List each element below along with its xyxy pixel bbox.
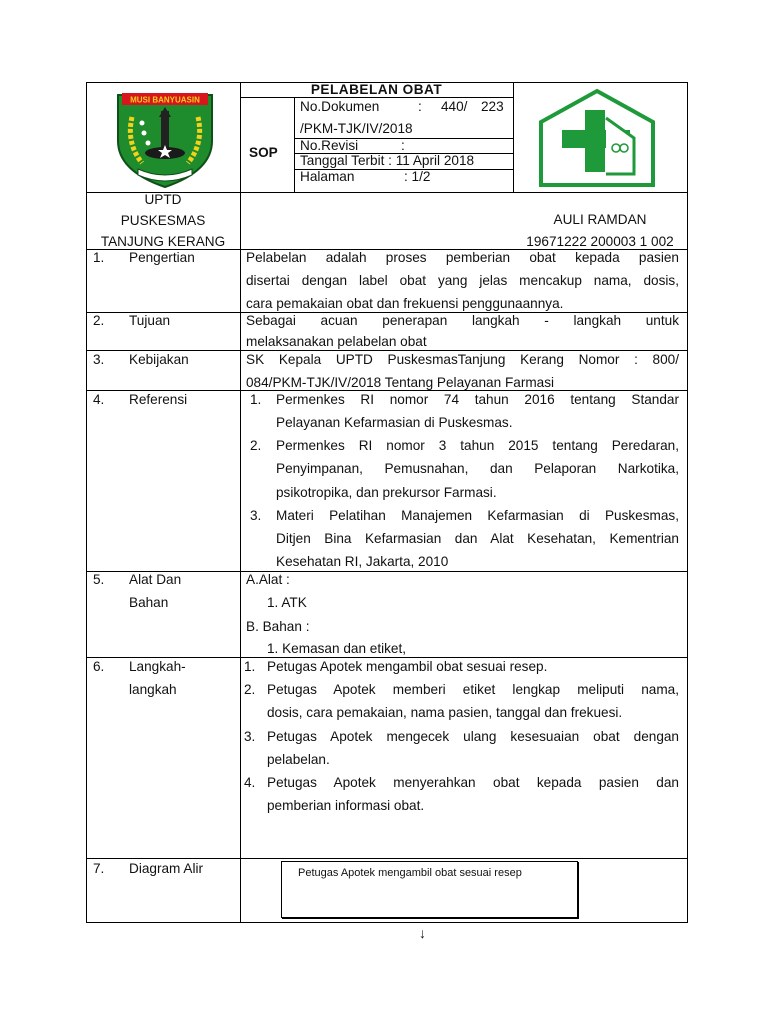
row-number: 5. xyxy=(93,572,105,587)
referensi-item-line: Permenkes RI nomor 3 tahun 2015 tentang Peredaran, xyxy=(276,438,679,453)
row-label-langkah: Langkah- xyxy=(129,659,186,674)
doc-no-line2: /PKM-TJK/IV/2018 xyxy=(300,121,413,136)
row-label-tujuan: Tujuan xyxy=(129,313,171,328)
doc-no-value-2: 223 xyxy=(481,99,504,114)
doc-no-label: No.Dokumen xyxy=(300,99,380,114)
org-line-3: TANJUNG KERANG xyxy=(100,234,226,249)
langkah-item-number: 1. xyxy=(244,659,256,674)
pengertian-line: disertai dengan label obat yang jelas mencakup nama, dosis, xyxy=(246,273,679,288)
doc-no-sep: : xyxy=(418,99,422,114)
langkah-item-line: Petugas Apotek mengecek ulang kesesuaian obat dengan xyxy=(267,729,679,744)
row-label-langkah-2: langkah xyxy=(129,682,177,697)
revision-sep: : xyxy=(401,138,405,153)
langkah-item-number: 3. xyxy=(244,729,256,744)
langkah-item-line: dosis, cara pemakaian, nama pasien, tanggal dan frekuesi. xyxy=(267,705,623,720)
referensi-item-line: Penyimpanan, Pemusnahan, dan Pelaporan Narkotika, xyxy=(276,461,679,476)
referensi-item-line: Ditjen Bina Kefarmasian dan Alat Kesehatan, Kementrian xyxy=(276,531,679,546)
referensi-item-line: Permenkes RI nomor 74 tahun 2016 tentang Standar xyxy=(276,392,679,407)
referensi-item-number: 2. xyxy=(250,438,262,453)
table-border-right xyxy=(687,82,688,923)
row-label-bahan: Bahan xyxy=(129,595,169,610)
page-title: PELABELAN OBAT xyxy=(310,82,443,97)
alat-header: A.Alat : xyxy=(246,572,290,587)
referensi-item-number: 3. xyxy=(250,508,262,523)
row-label-referensi: Referensi xyxy=(129,392,188,407)
langkah-item-line: pelabelan. xyxy=(267,752,330,767)
pengertian-line: cara pemakaian obat dan frekuensi penggunaannya. xyxy=(246,296,564,311)
col-divider-logo xyxy=(513,82,514,193)
pengertian-line: Pelabelan adalah proses pemberian obat kepada pasien xyxy=(246,250,679,265)
alat-item: 1. ATK xyxy=(267,595,307,610)
flowchart-step-box xyxy=(281,861,578,918)
rule-row7 xyxy=(86,858,688,859)
table-border-left xyxy=(86,82,87,923)
puskesmas-cross-house-icon xyxy=(536,88,658,190)
flowchart-arrow-icon: ↓ xyxy=(419,925,426,941)
kebijakan-line: 084/PKM-TJK/IV/2018 Tentang Pelayanan Farmasi xyxy=(246,375,555,390)
sop-label: SOP xyxy=(249,145,278,160)
col-divider-main xyxy=(240,82,241,923)
flowchart-step-text: Petugas Apotek mengambil obat sesuai resep xyxy=(298,867,522,879)
row-number: 3. xyxy=(93,352,105,367)
row-label-alat-dan: Alat Dan xyxy=(129,572,182,587)
langkah-item-line: Petugas Apotek memberi etiket lengkap meliputi nama, xyxy=(267,682,679,697)
table-border-bottom xyxy=(86,922,688,923)
issue-date: Tanggal Terbit : 11 April 2018 xyxy=(300,153,475,168)
signer-name: AULI RAMDAN xyxy=(553,212,647,227)
langkah-item-line: Petugas Apotek mengambil obat sesuai resep. xyxy=(267,659,548,674)
tujuan-line: melaksanakan pelabelan obat xyxy=(246,334,427,349)
kebijakan-line: SK Kepala UPTD PuskesmasTanjung Kerang Nomor : 800/ xyxy=(246,352,679,367)
page-label: Halaman xyxy=(300,169,355,184)
bahan-item: 1. Kemasan dan etiket, xyxy=(267,641,407,656)
rule-row6 xyxy=(86,657,688,658)
page-value: : 1/2 xyxy=(404,169,431,184)
row-label-diagram-alir: Diagram Alir xyxy=(129,861,204,876)
langkah-item-line: Petugas Apotek menyerahkan obat kepada pasien dan xyxy=(267,775,679,790)
musi-banyuasin-emblem-icon xyxy=(108,87,222,191)
col-divider-sop xyxy=(294,97,295,193)
referensi-item-number: 1. xyxy=(250,392,262,407)
revision-label: No.Revisi xyxy=(300,138,359,153)
referensi-item-line: Pelayanan Kefarmasian di Puskesmas. xyxy=(276,415,513,430)
referensi-item-line: Kesehatan RI, Jakarta, 2010 xyxy=(276,554,449,569)
bahan-header: B. Bahan : xyxy=(246,619,310,634)
row-number: 4. xyxy=(93,392,105,407)
signer-nip: 19671222 200003 1 002 xyxy=(526,234,674,249)
row-number: 6. xyxy=(93,659,105,674)
referensi-item-line: psikotropika, dan prekursor Farmasi. xyxy=(276,485,497,500)
emblem-banner-text: MUSI BANYUASIN xyxy=(130,95,200,105)
org-line-1: UPTD xyxy=(144,192,182,207)
row-label-kebijakan: Kebijakan xyxy=(129,352,189,367)
row-number: 7. xyxy=(93,861,105,876)
tujuan-line: Sebagai acuan penerapan langkah - langkah untuk xyxy=(246,313,679,328)
row-number: 1. xyxy=(93,250,105,265)
langkah-item-number: 2. xyxy=(244,682,256,697)
row-number: 2. xyxy=(93,313,105,328)
org-line-2: PUSKESMAS xyxy=(120,213,206,228)
doc-no-value-1: 440/ xyxy=(441,99,468,114)
referensi-item-line: Materi Pelatihan Manajemen Kefarmasian di Puskesmas, xyxy=(276,508,679,523)
langkah-item-line: pemberian informasi obat. xyxy=(267,798,425,813)
rule-row3 xyxy=(86,350,688,351)
langkah-item-number: 4. xyxy=(244,775,256,790)
row-label-pengertian: Pengertian xyxy=(129,250,195,265)
